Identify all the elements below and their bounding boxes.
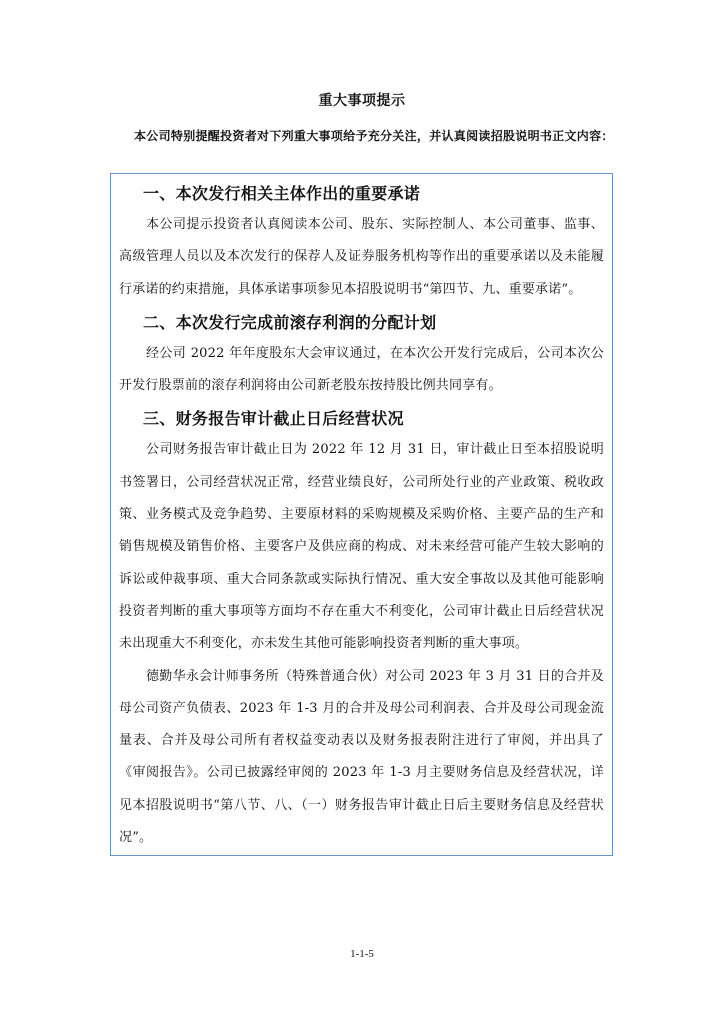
section-2-paragraph: 经公司 2022 年年度股东大会审议通过，在本次公开发行完成后，公司本次公开发行股票前的滚存利润将由公司新老股东按持股比例共同享有。 <box>119 345 604 394</box>
notice-text: 本公司特别提醒投资者对下列重大事项给予充分关注，并认真阅读招股说明书正文内容： <box>134 129 614 143</box>
section-heading-1: 一、本次发行相关主体作出的重要承诺 <box>143 184 421 203</box>
highlight-box <box>110 173 613 856</box>
section-heading-3: 三、财务报告审计截止日后经营状况 <box>143 409 404 429</box>
section-3-paragraph-2: 德勤华永会计师事务所（特殊普通合伙）对公司 2023 年 3 月 31 日的合并及母公司资产负债表、2023 年 1-3 月的合并及母公司利润表、合并及母公司现金流量表、合并及母公司所有者权益变动表以及财务报表附注进行了审阅，并出具了《审阅报告》。公司已披露经审阅的 2023 年 1-3 月主要财务信息及经营状况，详见本招股说明书“第八节、八、（一）财务报告审计截止日后主要财务信息及经营状况”。 <box>119 668 604 846</box>
page-title: 重大事项提示 <box>318 93 406 109</box>
section-heading-2: 二、本次发行完成前滚存利润的分配计划 <box>143 312 437 332</box>
section-3-paragraph-1: 公司财务报告审计截止日为 2022 年 12 月 31 日，审计截止日至本招股说明书签署日，公司经营状况正常，经营业绩良好，公司所处行业的产业政策、税收政策、业务模式及竞争趋势、主要原材料的采购规模及采购价格、主要产品的生产和销售规模及销售价格、主要客户及供应商的构成、对未来经营可能产生较大影响的诉讼或仲裁事项、重大合同条款或实际执行情况、重大安全事故以及其他可能影响投资者判断的重大事项等方面均不存在重大不利变化，公司审计截止日后经营状况未出现重大不利变化，亦未发生其他可能影响投资者判断的重大事项。 <box>119 442 604 652</box>
page-number: 1-1-5 <box>350 948 374 960</box>
section-1-paragraph: 本公司提示投资者认真阅读本公司、股东、实际控制人、本公司董事、监事、高级管理人员以及本次发行的保荐人及证券服务机构等作出的重要承诺以及未能履行承诺的约束措施，具体承诺事项参见本招股说明书“第四节、九、重要承诺”。 <box>119 217 604 297</box>
